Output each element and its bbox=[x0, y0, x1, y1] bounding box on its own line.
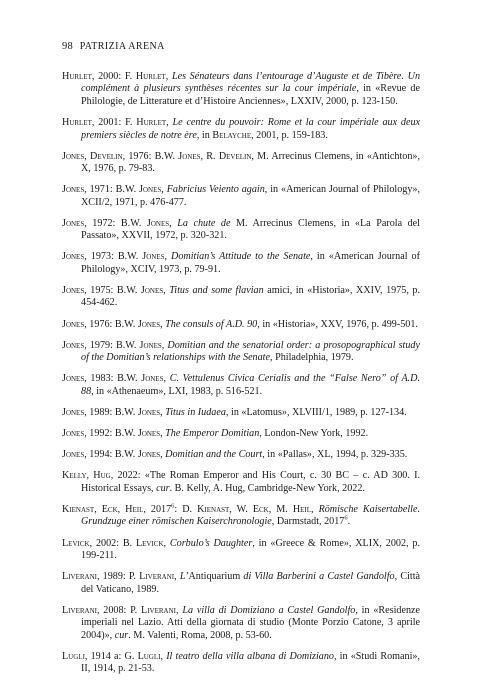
work-title: Il teatro della villa albana di Domiziano bbox=[166, 650, 334, 662]
author-name: Lugli bbox=[137, 650, 161, 662]
work-title: Titus and some flavian bbox=[169, 285, 264, 297]
entry-text: , W. bbox=[229, 503, 253, 515]
bibliography-entry bbox=[62, 449, 420, 461]
author-name: Eck bbox=[252, 503, 269, 515]
entry-text: , R. bbox=[200, 150, 219, 162]
bibliography-entry bbox=[62, 340, 420, 365]
entry-text: , M. Arrecinus Clemens, in «Antichton», X, 1976, p. 79-83. bbox=[81, 150, 420, 175]
bibliography-entry bbox=[62, 151, 420, 176]
entry-text: , 1976: B.W. bbox=[122, 150, 179, 162]
edition-superscript: 6 bbox=[344, 515, 348, 523]
bibliography-entry bbox=[62, 184, 420, 209]
bibliography-entry bbox=[62, 538, 420, 563]
entry-text: , bbox=[163, 373, 170, 385]
entry-text: , 1989: B.W. bbox=[84, 406, 138, 418]
author-name: Jones bbox=[137, 406, 161, 418]
entry-text: , Philadelphia, 1979. bbox=[270, 352, 354, 364]
bibliography-entry bbox=[62, 651, 420, 676]
author-name: Jones bbox=[62, 285, 85, 297]
entry-text: , 2000: F. bbox=[91, 71, 136, 82]
work-title: Le centre du pouvoir: Rome et la cour impériale aux deux premiers siècles de notre ère bbox=[81, 117, 421, 141]
author-name: Levick bbox=[135, 537, 164, 549]
edition-superscript: 6 bbox=[171, 502, 175, 510]
work-title: La villa di Domiziano a Castel Gandolfo bbox=[182, 604, 356, 616]
work-title: The consuls of A.D. 90 bbox=[165, 318, 258, 330]
entry-text: , 1983: B.W. bbox=[84, 373, 142, 385]
entry-text: , bbox=[169, 217, 178, 229]
entry-text: . M. Valenti, Roma, 2008, p. 53-60. bbox=[128, 629, 272, 641]
entry-text: , 1973: B.W. bbox=[84, 251, 143, 263]
entry-text: Antiquarium bbox=[188, 571, 244, 583]
author-name: Develin bbox=[218, 150, 252, 162]
author-name: Jones bbox=[137, 318, 161, 330]
author-name: Jones bbox=[62, 428, 85, 440]
author-name: Jones bbox=[137, 428, 161, 440]
entry-text: , 2001, p. 159-183. bbox=[251, 129, 328, 141]
entry-text: , 1994: B.W. bbox=[84, 449, 138, 461]
author-name: Kienast, Eck, Heil bbox=[62, 503, 144, 515]
author-name: Belayche bbox=[212, 129, 252, 141]
entry-text: , in «Historia», XXV, 1976, p. 499-501. bbox=[257, 318, 418, 330]
entry-text: , 2017 bbox=[143, 503, 172, 515]
work-title: Fabricius Veiento again bbox=[166, 184, 265, 196]
author-name: Jones bbox=[141, 373, 164, 385]
entry-text: , London-New York, 1992. bbox=[259, 428, 369, 440]
work-title: di Villa Barberini a Castel Gandolfo bbox=[243, 571, 395, 583]
entry-text: , 2008: P. bbox=[96, 604, 142, 616]
entry-text: , 1989: P. bbox=[96, 571, 140, 583]
bibliography-entry bbox=[62, 285, 420, 310]
entry-text: , bbox=[164, 251, 172, 263]
author-name: Liverani bbox=[141, 604, 176, 616]
author-name: Jones bbox=[62, 406, 85, 418]
author-name: Liverani bbox=[139, 571, 175, 583]
work-title: Domitian’s Attitude to the Senate bbox=[171, 251, 311, 263]
entry-text: , 1914 a: G. bbox=[84, 650, 138, 662]
author-name: Jones, Develin bbox=[62, 150, 123, 162]
entry-text: , Città del Vaticano, 1989. bbox=[81, 571, 421, 595]
author-name: Jones bbox=[146, 217, 170, 229]
entry-text: , 2001: F. bbox=[91, 117, 137, 129]
author-name: Liverani bbox=[62, 571, 97, 583]
entry-text: , bbox=[174, 571, 180, 583]
bibliography-entry bbox=[62, 470, 420, 495]
running-head-author: PATRIZIA ARENA bbox=[79, 41, 165, 52]
work-title: Domitian and the senatorial order: a prosopographical study of the Domitian’s relationships with the Senate bbox=[81, 339, 420, 364]
entry-text: , in «Residenze imperiali nel Lazio. Atti della giornata di studio (Monte Porzio Catone, 3 aprile 2004)», bbox=[81, 604, 421, 641]
entry-text: , bbox=[160, 428, 166, 440]
bibliography-entry bbox=[62, 117, 420, 142]
author-name: Hurlet bbox=[62, 117, 92, 129]
bibliography-entry bbox=[62, 407, 420, 419]
entry-text: , in «Greece & Rome», XLIX, 2002, p. 199-211. bbox=[81, 537, 420, 561]
author-name: Hurlet bbox=[136, 117, 167, 129]
entry-text: , bbox=[175, 604, 183, 616]
entry-text: M. Arrecinus Clemens, in «La Parola del Passato», XXVII, 1972, p. 320-321. bbox=[81, 217, 420, 242]
work-title: Corbulo’s Daughter bbox=[169, 537, 253, 549]
entry-text: . B. Kelly, A. Hug, Cambridge-New York, 2022. bbox=[169, 482, 365, 494]
entry-text: , bbox=[160, 650, 167, 662]
entry-text: , bbox=[165, 71, 172, 82]
entry-text: , in «Latomus», XLVIII/1, 1989, p. 127-134. bbox=[225, 406, 407, 418]
author-name: Hurlet bbox=[135, 71, 166, 82]
entry-text: , in «American Journal of Philology», XCII/2, 1971, p. 476-477. bbox=[81, 184, 420, 208]
author-name: Jones bbox=[62, 251, 85, 263]
work-title: The Emperor Domitian bbox=[165, 428, 260, 440]
entry-text: amici, in «Historia», XXIV, 1975, p. 454-462. bbox=[81, 285, 420, 309]
entry-text: , bbox=[163, 285, 170, 297]
author-name: Jones bbox=[139, 339, 162, 351]
entry-text: , in «Studi Romani», II, 1914, p. 21-53. bbox=[81, 650, 420, 675]
bibliography-entry bbox=[62, 319, 420, 331]
page-number: 98 bbox=[62, 41, 73, 52]
entry-text: , 1971: B.W. bbox=[84, 184, 140, 196]
entry-text: , in «Athenaeum», LXI, 1983, p. 516-521. bbox=[91, 385, 263, 397]
author-name: Jones bbox=[139, 184, 162, 196]
entry-text: , 1972: B.W. bbox=[84, 217, 147, 229]
author-name: Kelly, Hug bbox=[62, 470, 111, 482]
running-head bbox=[62, 41, 165, 52]
author-name: Kienast bbox=[197, 503, 230, 515]
entry-text: , 2022: «The Roman Emperor and His Court, c. 30 BC – c. AD 300. I. Historical Essays, bbox=[81, 470, 420, 494]
work-title: La chute de bbox=[177, 217, 231, 229]
bibliography-list bbox=[62, 71, 420, 684]
entry-text: , in «Pallas», XL, 1994, p. 329-335. bbox=[262, 449, 408, 461]
bibliography-entry bbox=[62, 373, 420, 398]
author-name: Jones bbox=[142, 251, 165, 263]
bibliography-entry bbox=[62, 428, 420, 440]
entry-text: , 1975: B.W. bbox=[84, 285, 141, 297]
work-title: Römische Kaisertabelle. Grundzuge einer römischen Kaiserchronologie bbox=[81, 503, 421, 528]
entry-text: , bbox=[161, 184, 167, 196]
author-name: Jones bbox=[140, 285, 164, 297]
author-name: Jones bbox=[62, 217, 85, 229]
entry-text: , 1992: B.W. bbox=[84, 428, 138, 440]
author-name: Levick bbox=[62, 537, 90, 549]
entry-text: , M. bbox=[268, 503, 293, 515]
entry-text: . bbox=[347, 516, 351, 528]
bibliography-entry bbox=[62, 571, 420, 596]
entry-text: , in «Revue de Philologie, de Litterature et d’Histoire Anciennes», LXXIV, 2000, p. 123-150. bbox=[81, 83, 420, 107]
entry-text: : D. bbox=[174, 503, 198, 515]
entry-text: , bbox=[163, 537, 170, 549]
author-name: Jones bbox=[62, 373, 85, 385]
work-title: L’ bbox=[179, 571, 189, 583]
entry-text: , bbox=[160, 449, 166, 461]
author-name: Liverani bbox=[62, 604, 97, 616]
work-title: C. Vettulenus Civica Cerialis and the “False Nero” of A.D. 88 bbox=[81, 373, 421, 397]
author-name: Lugli bbox=[62, 650, 85, 662]
author-name: Hurlet bbox=[62, 71, 92, 82]
entry-text: , 1976: B.W. bbox=[84, 318, 138, 330]
entry-text: , in bbox=[196, 129, 213, 141]
author-name: Jones bbox=[62, 184, 85, 196]
entry-text: , bbox=[160, 406, 166, 418]
bibliography-entry bbox=[62, 605, 420, 642]
author-name: Jones bbox=[62, 339, 85, 351]
entry-text: , in «American Journal of Philology», XCIV, 1973, p. 79-91. bbox=[81, 251, 420, 275]
author-name: Jones bbox=[62, 449, 85, 461]
bibliography-entry bbox=[62, 251, 420, 276]
bibliography-entry bbox=[62, 504, 420, 529]
bibliography-entry bbox=[62, 71, 420, 108]
entry-text: , 1979: B.W. bbox=[84, 339, 140, 351]
entry-text: , bbox=[166, 117, 173, 129]
work-title: Domitian and the Court bbox=[165, 449, 263, 461]
author-name: Jones bbox=[178, 150, 201, 162]
entry-text: , 2002: B. bbox=[89, 537, 136, 549]
entry-text: , bbox=[160, 318, 166, 330]
entry-text: , Darmstadt, 2017 bbox=[271, 516, 345, 528]
author-name: Heil bbox=[292, 503, 312, 515]
author-name: Jones bbox=[62, 318, 85, 330]
work-title: Titus in Iudaea bbox=[165, 406, 226, 418]
work-title: Les Sénateurs dans l’entourage d’Auguste et de Tibère. Un complément à plusieurs synthèses récentes sur la cour impériale bbox=[81, 71, 421, 95]
work-title: cur bbox=[156, 482, 170, 494]
entry-text: , bbox=[311, 503, 319, 515]
work-title: cur bbox=[114, 629, 129, 641]
entry-text: , bbox=[161, 339, 168, 351]
bibliography-entry bbox=[62, 218, 420, 243]
author-name: Jones bbox=[137, 449, 161, 461]
